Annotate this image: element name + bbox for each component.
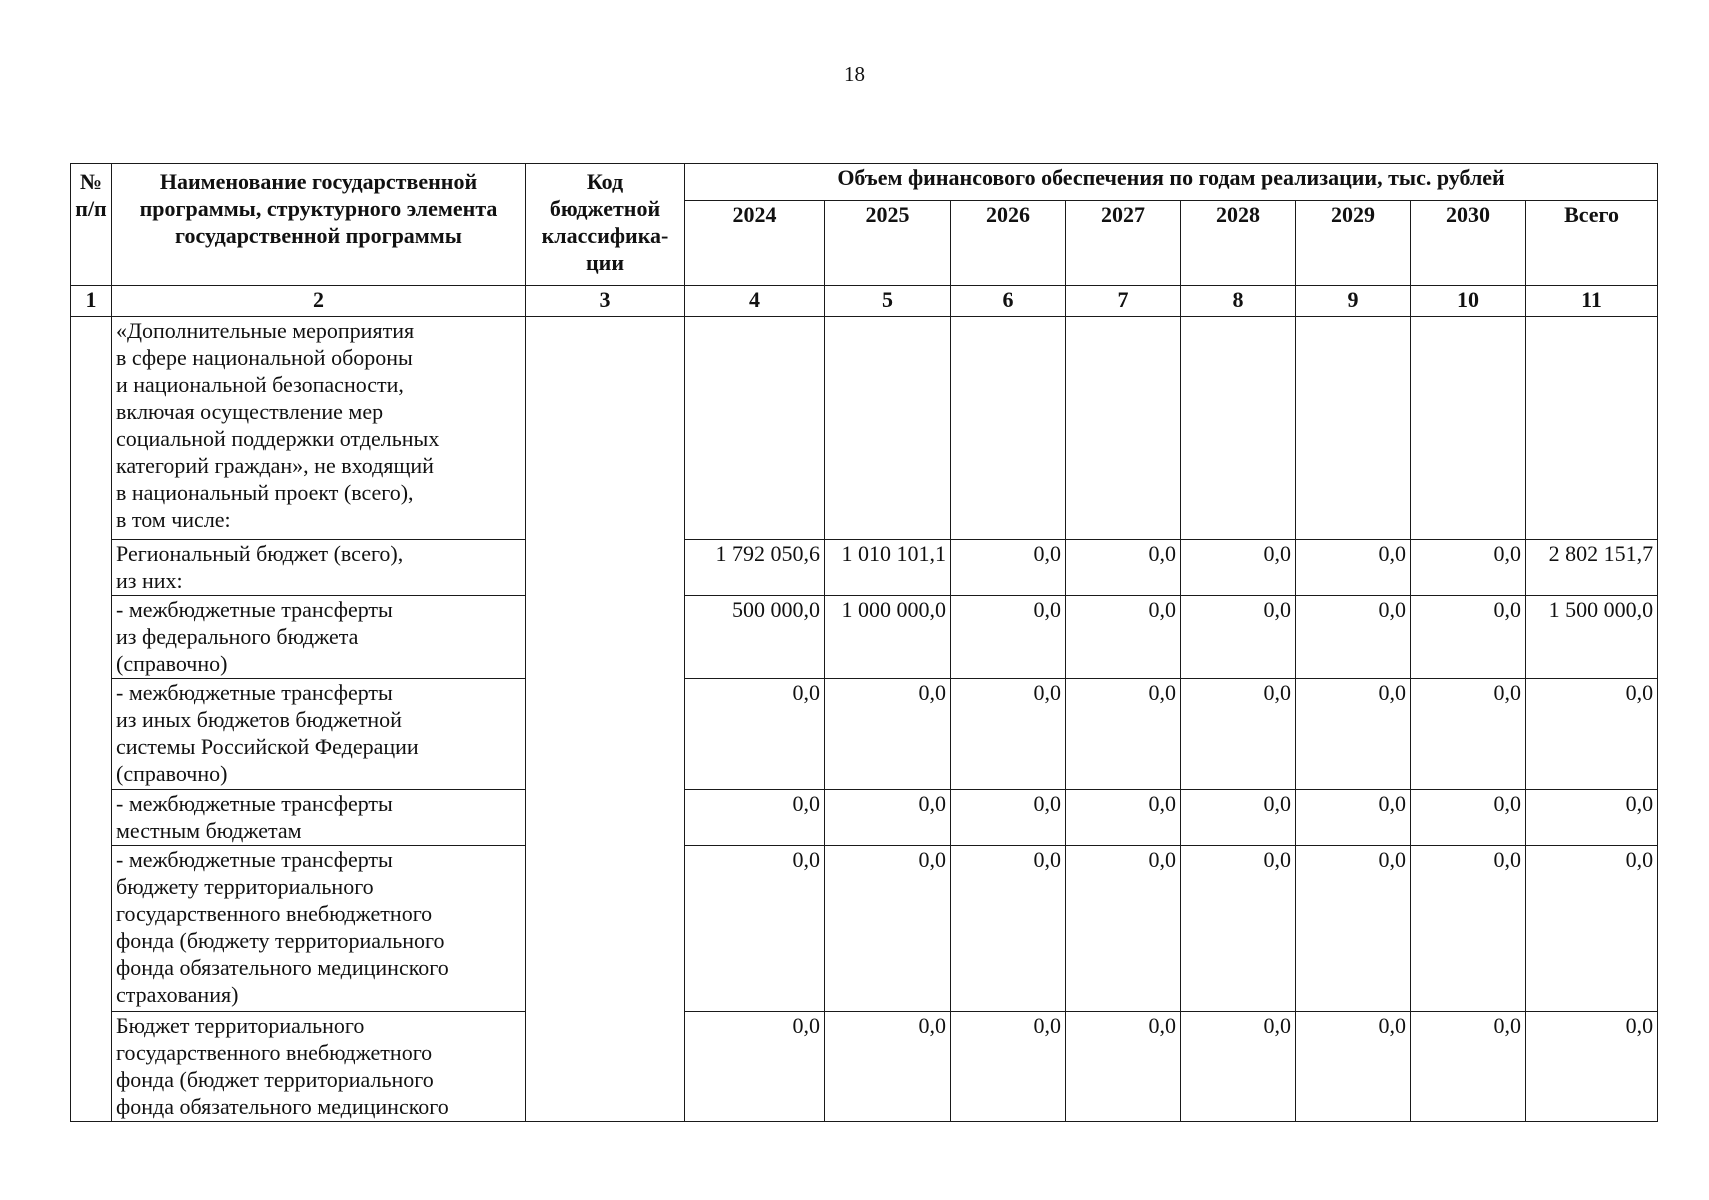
value-cell: 0,0 <box>951 679 1066 790</box>
value-cell: 0,0 <box>1411 679 1526 790</box>
value-cell: 0,0 <box>685 846 825 1012</box>
column-index: 11 <box>1526 286 1658 317</box>
budget-code-cell <box>526 317 685 1122</box>
value-cell: 0,0 <box>685 679 825 790</box>
value-cell: 0,0 <box>1181 540 1296 596</box>
value-cell <box>1296 317 1411 540</box>
table-row <box>71 596 1658 679</box>
value-cell: 0,0 <box>951 596 1066 679</box>
value-cell: 0,0 <box>1526 790 1658 846</box>
value-cell: 0,0 <box>951 846 1066 1012</box>
header-num: № п/п <box>71 164 112 286</box>
value-cell: 0,0 <box>685 1012 825 1122</box>
header-year: 2024 <box>685 201 825 286</box>
value-cell: 1 792 050,6 <box>685 540 825 596</box>
value-cell <box>1526 317 1658 540</box>
table-row <box>71 846 1658 1012</box>
value-cell: 1 010 101,1 <box>825 540 951 596</box>
value-cell: 0,0 <box>1526 679 1658 790</box>
page-number: 18 <box>844 62 865 86</box>
header-year: 2025 <box>825 201 951 286</box>
header-year: 2028 <box>1181 201 1296 286</box>
header-year: 2029 <box>1296 201 1411 286</box>
value-cell: 0,0 <box>951 790 1066 846</box>
value-cell: 0,0 <box>1066 790 1181 846</box>
value-cell: 0,0 <box>825 679 951 790</box>
value-cell: 0,0 <box>1296 1012 1411 1122</box>
row-name: - межбюджетные трансферты бюджету территориального государственного внебюджетного фонда (бюджету территориального фонда обязательного медицинского страхования) <box>112 846 526 1012</box>
value-cell: 0,0 <box>1526 846 1658 1012</box>
value-cell: 0,0 <box>1181 846 1296 1012</box>
value-cell <box>1411 317 1526 540</box>
value-cell: 0,0 <box>951 540 1066 596</box>
value-cell: 1 000 000,0 <box>825 596 951 679</box>
header-code: Код бюджетной классифика-ции <box>526 164 685 286</box>
row-name: Региональный бюджет (всего), из них: <box>112 540 526 596</box>
value-cell: 0,0 <box>1526 1012 1658 1122</box>
column-index: 4 <box>685 286 825 317</box>
column-index: 2 <box>112 286 526 317</box>
table-row <box>71 679 1658 790</box>
value-cell: 0,0 <box>1066 846 1181 1012</box>
value-cell: 0,0 <box>1181 679 1296 790</box>
value-cell <box>685 317 825 540</box>
column-index: 6 <box>951 286 1066 317</box>
value-cell: 0,0 <box>1411 540 1526 596</box>
header-year: 2026 <box>951 201 1066 286</box>
row-num-cell <box>71 317 112 1122</box>
value-cell: 0,0 <box>1181 790 1296 846</box>
value-cell <box>825 317 951 540</box>
row-name: - межбюджетные трансферты местным бюджетам <box>112 790 526 846</box>
value-cell <box>1181 317 1296 540</box>
value-cell: 0,0 <box>1411 846 1526 1012</box>
column-index: 1 <box>71 286 112 317</box>
value-cell: 0,0 <box>1411 790 1526 846</box>
table-row <box>71 790 1658 846</box>
value-cell: 0,0 <box>825 790 951 846</box>
column-index: 3 <box>526 286 685 317</box>
financing-table <box>70 163 1658 1122</box>
table-row <box>71 540 1658 596</box>
value-cell: 0,0 <box>685 790 825 846</box>
value-cell: 0,0 <box>825 846 951 1012</box>
column-index: 9 <box>1296 286 1411 317</box>
header-year: 2030 <box>1411 201 1526 286</box>
header-name: Наименование государственной программы, структурного элемента государственной программы <box>112 164 526 286</box>
value-cell: 0,0 <box>1066 679 1181 790</box>
value-cell: 0,0 <box>1066 596 1181 679</box>
value-cell <box>1066 317 1181 540</box>
value-cell: 0,0 <box>1181 1012 1296 1122</box>
value-cell: 0,0 <box>1411 596 1526 679</box>
row-name: «Дополнительные мероприятия в сфере национальной обороны и национальной безопасности, включая осуществление мер социальной поддержки отдельных категорий граждан», не входящий в национальный проект (всего), в том числе: <box>112 317 526 540</box>
value-cell: 1 500 000,0 <box>1526 596 1658 679</box>
value-cell: 500 000,0 <box>685 596 825 679</box>
column-index: 7 <box>1066 286 1181 317</box>
column-index: 10 <box>1411 286 1526 317</box>
table-row <box>71 1012 1658 1122</box>
value-cell: 0,0 <box>1296 596 1411 679</box>
value-cell: 0,0 <box>1296 540 1411 596</box>
row-name: - межбюджетные трансферты из иных бюджетов бюджетной системы Российской Федерации (справочно) <box>112 679 526 790</box>
value-cell: 0,0 <box>951 1012 1066 1122</box>
header-total: Всего <box>1526 201 1658 286</box>
row-name: Бюджет территориального государственного внебюджетного фонда (бюджет территориального фонда обязательного медицинского <box>112 1012 526 1122</box>
value-cell: 0,0 <box>1411 1012 1526 1122</box>
header-volume: Объем финансового обеспечения по годам реализации, тыс. рублей <box>685 164 1658 201</box>
header-year: 2027 <box>1066 201 1181 286</box>
row-name: - межбюджетные трансферты из федерального бюджета (справочно) <box>112 596 526 679</box>
column-index: 8 <box>1181 286 1296 317</box>
value-cell: 0,0 <box>1296 790 1411 846</box>
value-cell: 0,0 <box>1066 1012 1181 1122</box>
column-index: 5 <box>825 286 951 317</box>
value-cell: 2 802 151,7 <box>1526 540 1658 596</box>
value-cell: 0,0 <box>1066 540 1181 596</box>
value-cell <box>951 317 1066 540</box>
value-cell: 0,0 <box>1181 596 1296 679</box>
table-row <box>71 317 1658 540</box>
value-cell: 0,0 <box>1296 846 1411 1012</box>
value-cell: 0,0 <box>1296 679 1411 790</box>
value-cell: 0,0 <box>825 1012 951 1122</box>
